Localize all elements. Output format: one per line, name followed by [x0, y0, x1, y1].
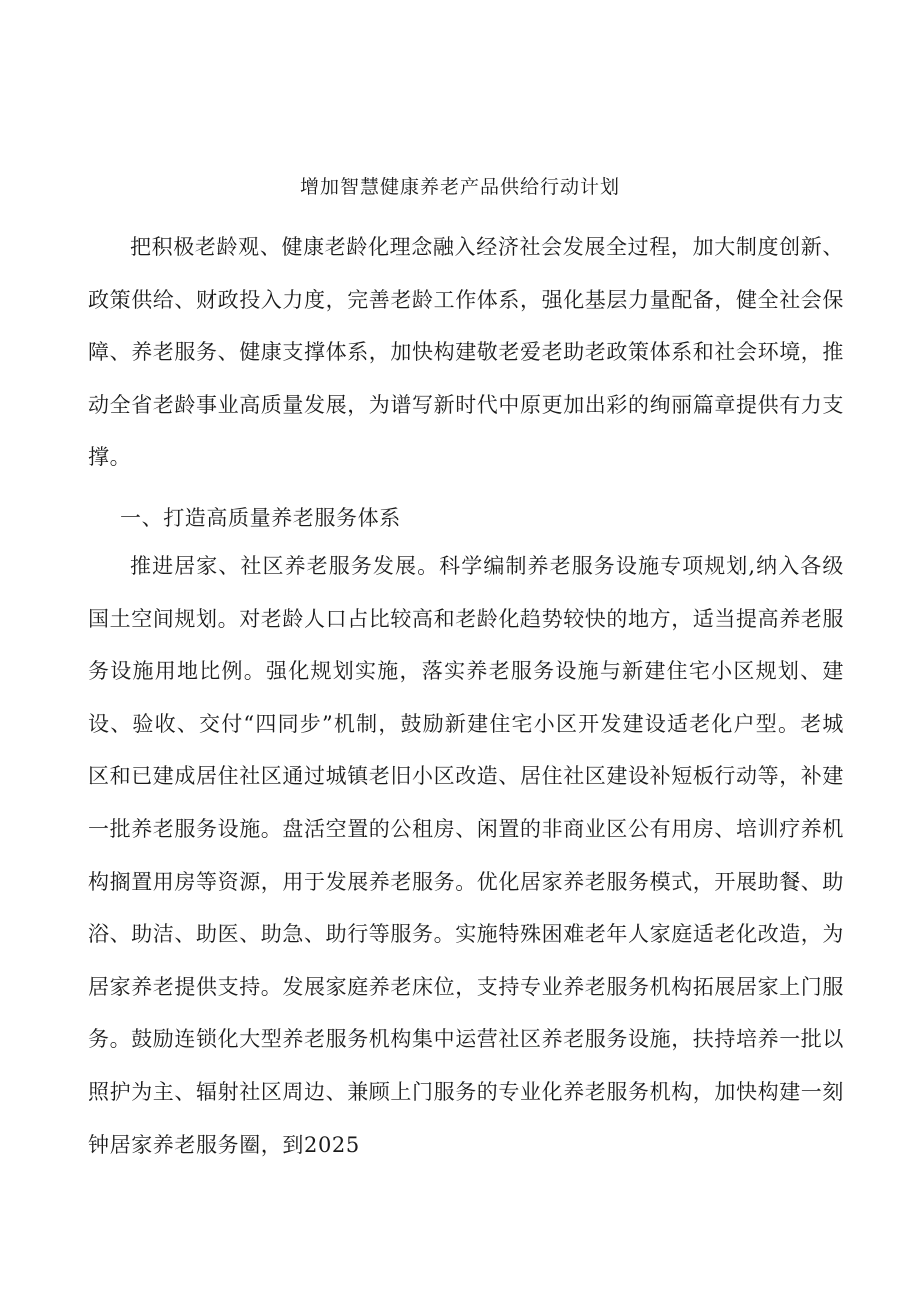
section-paragraph: 推进居家、社区养老服务发展。科学编制养老服务设施专项规划,纳入各级国土空间规划。对老龄人口占比较高和老龄化趋势较快的地方，适当提高养老服务设施用地比例。强化规划实施，落实养老服务设施与新建住宅小区规划、建设、验收、交付“四同步”机制，鼓励新建住宅小区开发建设适老化户型。老城区和已建成居住社区通过城镇老旧小区改造、居住社区建设补短板行动等，补建一批养老服务设施。盘活空置的公租房、闲置的非商业区公有用房、培训疗养机构搁置用房等资源，用于发展养老服务。优化居家养老服务模式，开展助餐、助浴、助洁、助医、助急、助行等服务。实施特殊困难老年人家庭适老化改造，为居家养老提供支持。发展家庭养老床位，支持专业养老服务机构拓展居家上门服务。鼓励连锁化大型养老服务机构集中运营社区养老服务设施，扶持培养一批以照护为主、辐射社区周边、兼顾上门服务的专业化养老服务机构，加快构建一刻钟居家养老服务圈，到2025	[88, 554, 844, 1157]
intro-paragraph: 把积极老龄观、健康老龄化理念融入经济社会发展全过程，加大制度创新、政策供给、财政投入力度，完善老龄工作体系，强化基层力量配备，健全社会保障、养老服务、健康支撑体系，加快构建敬老爱老助老政策体系和社会环境，推动全省老龄事业高质量发展，为谱写新时代中原更加出彩的绚丽篇章提供有力支撑。	[88, 235, 844, 470]
document-title: 增加智慧健康养老产品供给行动计划	[299, 176, 620, 198]
section-heading: 一、打造高质量养老服务体系	[120, 506, 401, 530]
